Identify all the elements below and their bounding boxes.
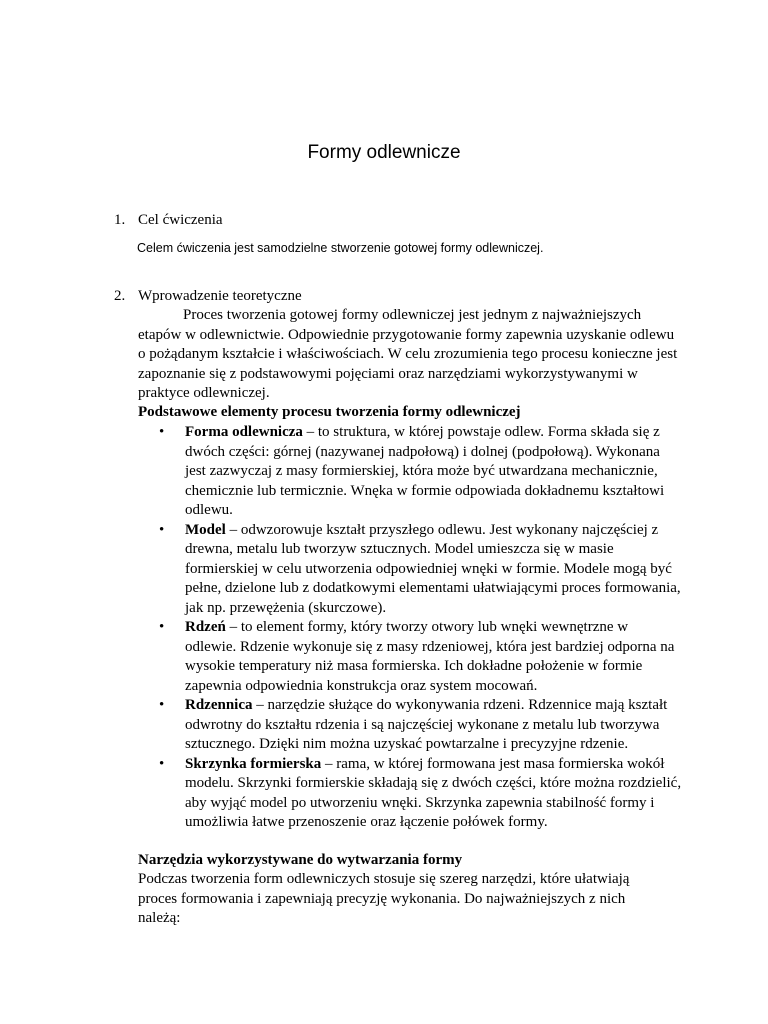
list-item xyxy=(138,696,683,755)
list-item xyxy=(138,755,683,833)
list-item-description: – rama, w której formowana jest masa formierska wokół modelu. Skrzynki formierskie składają się z dwóch części, które można rozdzielić, aby wyjąć model po utworzeniu wnęki. Skrzynka zapewnia stabilność formy i umożliwia łatwe przenoszenie oraz łączenie połówek formy. xyxy=(185,755,682,830)
elements-list xyxy=(138,423,683,833)
list-item-term: Rdzeń xyxy=(185,619,226,635)
tools-intro-paragraph: Podczas tworzenia form odlewniczych stosuje się szereg narzędzi, które ułatwiają proces formowania i zapewniają precyzję wykonania. Do najważniejszych z nich należą: xyxy=(138,871,630,926)
document-title: Formy odlewnicze xyxy=(307,142,461,163)
bullet-icon: • xyxy=(159,619,165,635)
section-2-intro-paragraph xyxy=(138,306,678,404)
list-item-term: Rdzennica xyxy=(185,697,253,713)
list-item-term: Forma odlewnicza xyxy=(185,424,303,440)
list-item-description: – odwzorowuje kształt przyszłego odlewu. Jest wykonany najczęściej z drewna, metalu lub tworzyw sztucznych. Model umieszcza się w masie formierskiej w celu utworzenia odpowiedniej wnęki w formie. Modele mogą być pełne, dzielone lub z dodatkowymi elementami ułatwiającymi proces formowania, jak np. przewężenia (skurczowe). xyxy=(185,521,681,616)
section-2-title: Wprowadzenie teoretyczne xyxy=(138,288,302,304)
list-item-description: – to element formy, który tworzy otwory lub wnęki wewnętrzne w odlewie. Rdzenie wykonuje się z masy rdzeniowej, która jest bardziej odporna na wysokie temperatury niż masa formierska. Ich dokładne położenie w formie zapewnia odpowiednia konstrukcja oraz system mocowań. xyxy=(185,619,675,694)
section-2-number: 2. xyxy=(114,288,126,304)
section-1-heading xyxy=(114,211,223,230)
list-item-term: Model xyxy=(185,521,226,538)
section-2-heading xyxy=(114,287,302,306)
list-item-term: Skrzynka formierska xyxy=(185,755,322,772)
list-item xyxy=(138,618,683,696)
subheading-basic-elements: Podstawowe elementy procesu tworzenia formy odlewniczej xyxy=(138,404,521,420)
list-item-description: – to struktura, w której powstaje odlew. Forma składa się z dwóch części: górnej (nazywanej nadpołową) i dolnej (podpołową). Wykonana jest zazwyczaj z masy formierskiej, która może być utwardzana mechanicznie, chemicznie lub termicznie. Wnęka w formie odpowiada dokładnemu kształtowi odlewu. xyxy=(185,424,665,518)
section-1-title: Cel ćwiczenia xyxy=(138,212,223,228)
bullet-icon: • xyxy=(159,755,165,772)
bullet-icon: • xyxy=(159,424,165,440)
list-item xyxy=(138,423,683,521)
bullet-icon: • xyxy=(159,697,165,713)
list-item-description: – narzędzie służące do wykonywania rdzeni. Rdzennice mają kształt odwrotny do kształtu rdzenia i są najczęściej wykonane z metalu lub tworzywa sztucznego. Dzięki nim można uzyskać powtarzalne i precyzyjne rdzenie. xyxy=(185,697,668,752)
subheading-tools: Narzędzia wykorzystywane do wytwarzania formy xyxy=(138,852,463,868)
section-2-intro-text: Proces tworzenia gotowej formy odlewniczej jest jednym z najważniejszych etapów w odlewnictwie. Odpowiednie przygotowanie formy zapewnia uzyskanie odlewu o pożądanym kształcie i właściwościach. W celu zrozumienia tego procesu konieczne jest zapoznanie się z podstawowymi pojęciami oraz narzędziami wykorzystywanymi w praktyce odlewniczej. xyxy=(138,307,678,401)
list-item xyxy=(138,521,683,619)
bullet-icon: • xyxy=(159,521,165,538)
section-1-number: 1. xyxy=(114,212,126,228)
section-1-text: Celem ćwiczenia jest samodzielne stworzenie gotowej formy odlewniczej. xyxy=(137,241,544,255)
